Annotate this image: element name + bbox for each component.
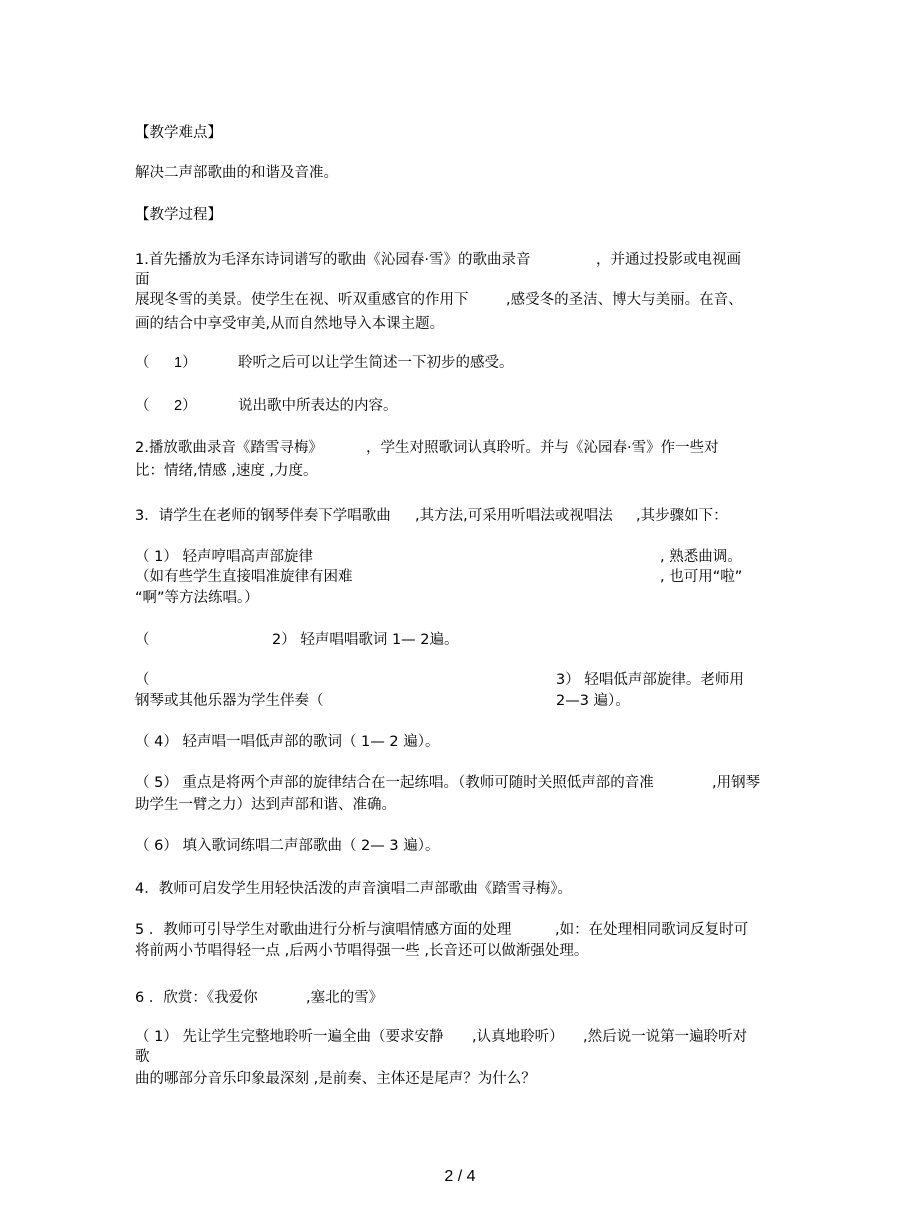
- s2-paren: （: [135, 632, 150, 648]
- p1-line3-a: 展现冬雪的美景。使学生在视、听双重感官的作用下: [135, 292, 469, 308]
- s4: （ 4） 轻声唱一唱低声部的歌词（ 1— 2 遍）。: [135, 734, 440, 750]
- s6: （ 6） 填入歌词练唱二声部歌曲（ 2— 3 遍）。: [135, 838, 440, 854]
- heading-teaching-process: 【教学过程】: [135, 207, 222, 223]
- p3-line1-b: ,其方法,可采用听唱法或视唱法: [415, 508, 613, 524]
- p1-sub1-num: 1）: [174, 355, 197, 371]
- s5-line1-a: （ 5） 重点是将两个声部的旋律结合在一起练唱。（教师可随时关照低声部的音准: [135, 775, 654, 791]
- p2-line1-b: ，学生对照歌词认真聆听。并与《沁园春·雪》作一些对: [366, 440, 719, 456]
- p1-sub2-paren: （: [135, 398, 150, 414]
- p1-line3-b: ,感受冬的圣洁、博大与美丽。在音、: [506, 292, 743, 308]
- s5-line2: 助学生一臂之力）达到声部和谐、准确。: [135, 797, 396, 813]
- p4: 4．教师可启发学生用轻快活泼的声音演唱二声部歌曲《踏雪寻梅》。: [135, 881, 572, 897]
- p6-a: 6 ．欣赏：《我爱你: [135, 990, 258, 1006]
- p1-line4: 画的结合中享受审美,从而自然地导入本课主题。: [135, 316, 445, 332]
- p1-sub1-paren: （: [135, 355, 150, 371]
- s1-line2-b: , 也可用“啦”: [660, 569, 743, 585]
- p1-sub1-text: 聆听之后可以让学生简述一下初步的感受。: [238, 355, 514, 371]
- p2-line2: 比：情绪,情感 ,速度 ,力度。: [135, 463, 318, 479]
- p6-sub1-line1-c: ,然后说一说第一遍聆听对: [583, 1029, 748, 1045]
- s3-line1-b: 3） 轻唱低声部旋律。老师用: [556, 672, 744, 688]
- p6-b: ,塞北的雪》: [306, 990, 384, 1006]
- s1-line3: “啊”等方法练唱。）: [135, 590, 259, 606]
- s1-line1-a: （ 1） 轻声哼唱高声部旋律: [135, 549, 313, 565]
- p5-line2: 将前两小节唱得轻一点 ,后两小节唱得强一些 ,长音还可以做渐强处理。: [135, 943, 589, 959]
- difficulty-text: 解决二声部歌曲的和谐及音准。: [135, 165, 338, 181]
- s2-text: 2） 轻声唱唱歌词 1— 2遍。: [272, 632, 459, 648]
- p2-line1-a: 2.播放歌曲录音《踏雪寻梅》: [135, 440, 323, 456]
- s1-line2-a: （如有些学生直接唱准旋律有困难: [135, 569, 353, 585]
- p6-sub1-line2: 歌: [135, 1049, 150, 1065]
- p1-line2: 面: [135, 272, 150, 288]
- p1-line1-b: ，并通过投影或电视画: [596, 252, 741, 268]
- s1-line1-b: , 熟悉曲调。: [660, 549, 742, 565]
- p1-line1-a: 1.首先播放为毛泽东诗词谱写的歌曲《沁园春·雪》的歌曲录音: [135, 252, 531, 268]
- p6-sub1-line1-a: （ 1） 先让学生完整地聆听一遍全曲（要求安静: [135, 1029, 444, 1045]
- p3-line1-a: 3．请学生在老师的钢琴伴奏下学唱歌曲: [135, 508, 391, 524]
- p5-line1-a: 5 ．教师可引导学生对歌曲进行分析与演唱情感方面的处理: [135, 922, 512, 938]
- s5-line1-b: ,用钢琴: [712, 775, 761, 791]
- s3-line2-a: 钢琴或其他乐器为学生伴奏（: [135, 693, 324, 709]
- p5-line1-b: ,如：在处理相同歌词反复时可: [555, 922, 749, 938]
- p1-sub2-num: 2）: [174, 398, 197, 414]
- p3-line1-c: ,其步骤如下：: [636, 508, 728, 524]
- p6-sub1-line1-b: ,认真地聆听）: [472, 1029, 564, 1045]
- p1-sub2-text: 说出歌中所表达的内容。: [238, 398, 398, 414]
- s3-paren: （: [135, 672, 150, 688]
- p6-sub1-line3: 曲的哪部分音乐印象最深刻 ,是前奏、主体还是尾声？为什么？: [135, 1071, 536, 1087]
- page-number: 2 / 4: [444, 1168, 476, 1185]
- heading-teaching-difficulty: 【教学难点】: [135, 125, 222, 141]
- s3-line2-b: 2—3 遍）。: [556, 693, 630, 709]
